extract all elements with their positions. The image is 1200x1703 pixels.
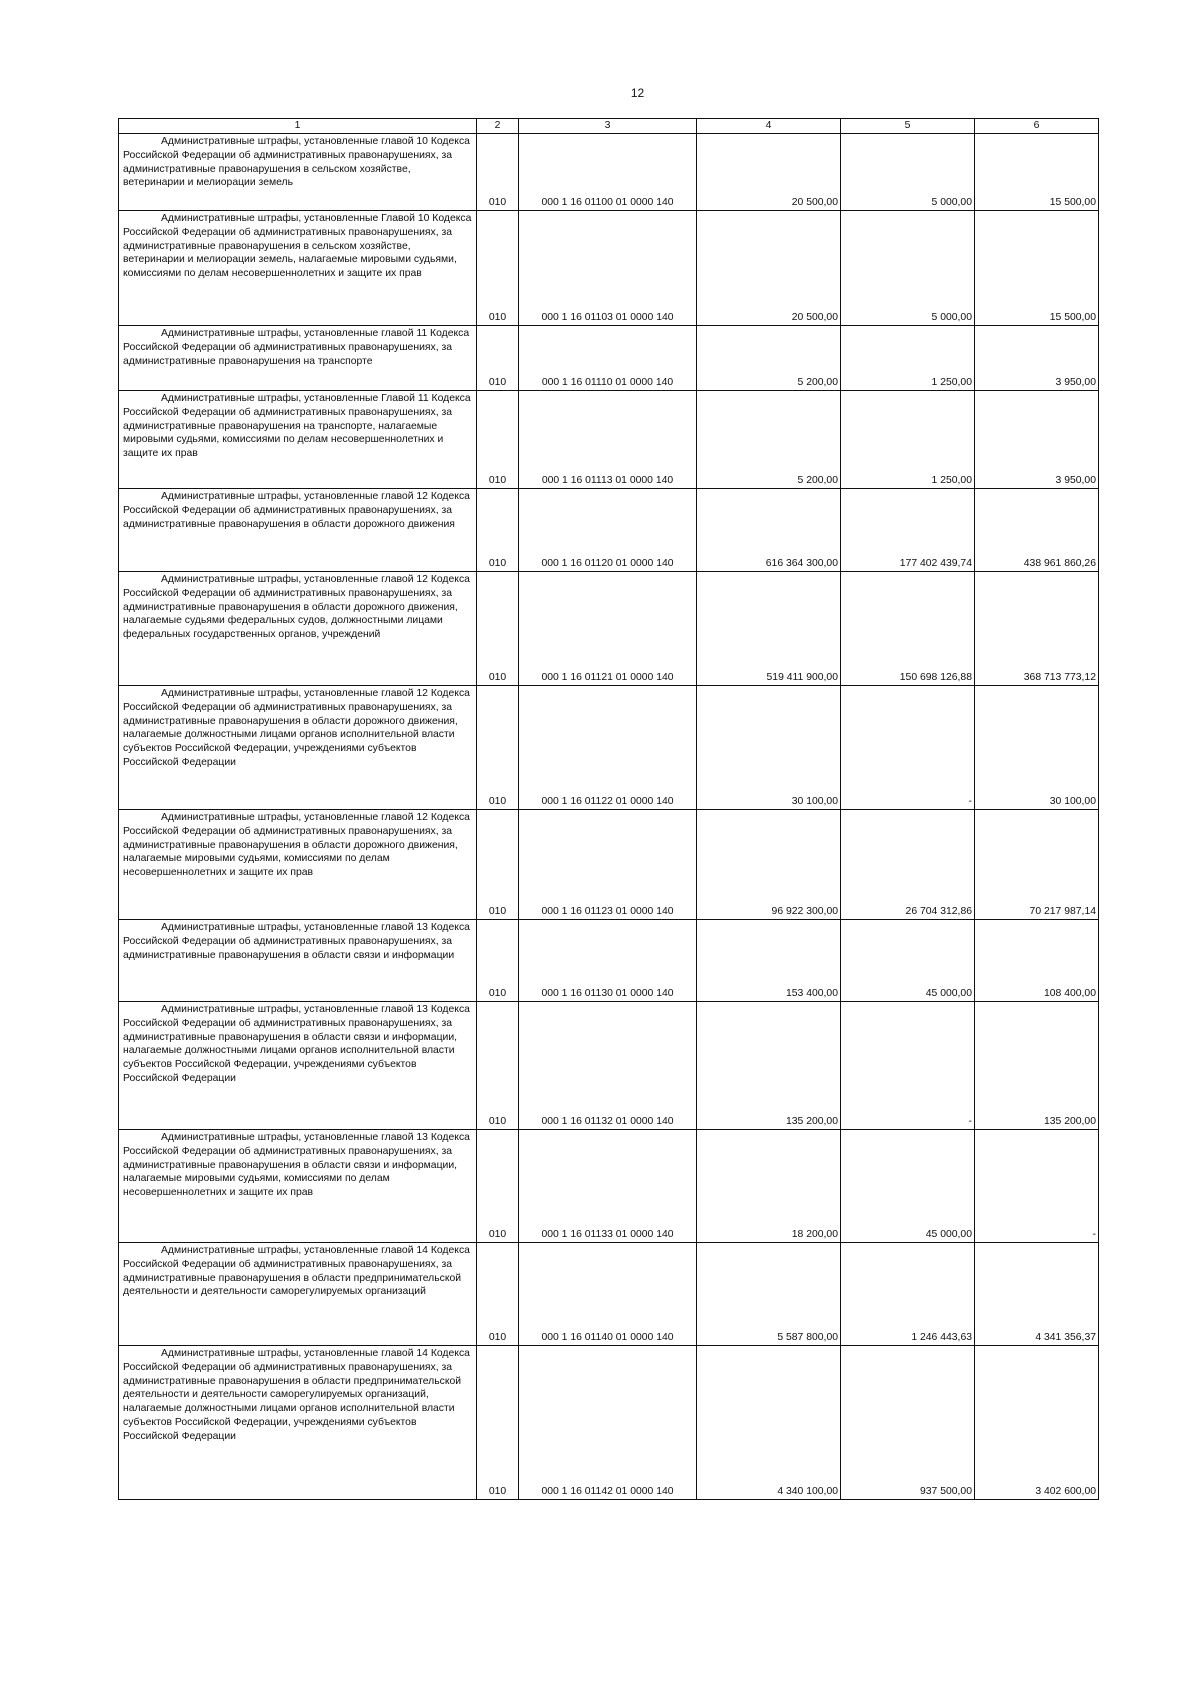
approved-amount-cell: 5 200,00 [697, 326, 841, 391]
executed-amount-cell: 45 000,00 [841, 1130, 975, 1243]
executed-amount-cell: 45 000,00 [841, 920, 975, 1002]
revenue-name-text: Административные штрафы, установленные главой 12 Кодекса Российской Федерации об административных правонарушениях, за административные правонарушения в области дорожного движения [123, 491, 470, 530]
revenue-name-text: Административные штрафы, установленные главой 14 Кодекса Российской Федерации об административных правонарушениях, за административные правонарушения в области предпринимательской деятельности и деятельности саморегулируемых организаций, налагаемые должностными лицами органов исполнительной власти субъектов Российской Федерации, учреждениями субъектов Российской Федерации [123, 1348, 470, 1442]
revenue-name-text: Административные штрафы, установленные главой 14 Кодекса Российской Федерации об административных правонарушениях, за административные правонарушения в области предпринимательской деятельности и деятельности саморегулируемых организаций [123, 1245, 470, 1298]
executed-amount-cell: 1 250,00 [841, 326, 975, 391]
admin-code-cell: 010 [477, 920, 519, 1002]
revenue-name-text: Административные штрафы, установленные главой 12 Кодекса Российской Федерации об административных правонарушениях, за административные правонарушения в области дорожного движения, налагаемые должностными лицами органов исполнительной власти субъектов Российской Федерации, учреждениями субъектов Российской Федерации [123, 688, 470, 768]
approved-amount-cell: 4 340 100,00 [697, 1346, 841, 1500]
column-number-header-row [119, 119, 1099, 134]
table-row [119, 686, 1099, 810]
budget-classification-code-cell: 000 1 16 01103 01 0000 140 [519, 211, 697, 326]
approved-amount-cell: 30 100,00 [697, 686, 841, 810]
column-header-5: 5 [841, 119, 975, 134]
unexecuted-amount-cell: 108 400,00 [975, 920, 1099, 1002]
revenue-name-cell [119, 211, 477, 326]
revenue-name-cell [119, 1243, 477, 1346]
budget-classification-code-cell: 000 1 16 01140 01 0000 140 [519, 1243, 697, 1346]
table-row [119, 1002, 1099, 1130]
budget-classification-code-cell: 000 1 16 01133 01 0000 140 [519, 1130, 697, 1243]
budget-classification-code-cell: 000 1 16 01123 01 0000 140 [519, 810, 697, 920]
revenue-name-cell [119, 326, 477, 391]
approved-amount-cell: 616 364 300,00 [697, 489, 841, 572]
executed-amount-cell: - [841, 1002, 975, 1130]
revenue-name-cell [119, 1002, 477, 1130]
table-row [119, 211, 1099, 326]
approved-amount-cell: 153 400,00 [697, 920, 841, 1002]
revenue-name-text: Административные штрафы, установленные главой 13 Кодекса Российской Федерации об административных правонарушениях, за административные правонарушения в области связи и информации, налагаемые мировыми судьями, комиссиями по делам несовершеннолетних и защите их прав [123, 1132, 470, 1199]
column-header-4: 4 [697, 119, 841, 134]
revenue-name-cell [119, 572, 477, 686]
executed-amount-cell: 177 402 439,74 [841, 489, 975, 572]
revenue-name-text: Административные штрафы, установленные главой 11 Кодекса Российской Федерации об административных правонарушениях, за административные правонарушения на транспорте [123, 328, 470, 367]
admin-code-cell: 010 [477, 1346, 519, 1500]
unexecuted-amount-cell: 135 200,00 [975, 1002, 1099, 1130]
unexecuted-amount-cell: 3 402 600,00 [975, 1346, 1099, 1500]
admin-code-cell: 010 [477, 1002, 519, 1130]
approved-amount-cell: 18 200,00 [697, 1130, 841, 1243]
column-header-3: 3 [519, 119, 697, 134]
unexecuted-amount-cell: 4 341 356,37 [975, 1243, 1099, 1346]
approved-amount-cell: 5 200,00 [697, 391, 841, 489]
page-number: 12 [630, 86, 645, 100]
approved-amount-cell: 20 500,00 [697, 211, 841, 326]
table-row [119, 1130, 1099, 1243]
budget-classification-code-cell: 000 1 16 01121 01 0000 140 [519, 572, 697, 686]
table-row [119, 572, 1099, 686]
table-row [119, 1346, 1099, 1500]
executed-amount-cell: 1 246 443,63 [841, 1243, 975, 1346]
executed-amount-cell: 1 250,00 [841, 391, 975, 489]
table-row [119, 920, 1099, 1002]
revenue-name-text: Административные штрафы, установленные главой 13 Кодекса Российской Федерации об административных правонарушениях, за административные правонарушения в области связи и информации, налагаемые должностными лицами органов исполнительной власти субъектов Российской Федерации, учреждениями субъектов Российской Федерации [123, 1004, 470, 1084]
revenue-table [118, 118, 1099, 1500]
approved-amount-cell: 96 922 300,00 [697, 810, 841, 920]
admin-code-cell: 010 [477, 134, 519, 211]
budget-classification-code-cell: 000 1 16 01132 01 0000 140 [519, 1002, 697, 1130]
table-row [119, 1243, 1099, 1346]
table-row [119, 810, 1099, 920]
revenue-name-cell [119, 1130, 477, 1243]
revenue-name-text: Административные штрафы, установленные главой 13 Кодекса Российской Федерации об административных правонарушениях, за административные правонарушения в области связи и информации [123, 922, 470, 961]
budget-classification-code-cell: 000 1 16 01122 01 0000 140 [519, 686, 697, 810]
budget-classification-code-cell: 000 1 16 01113 01 0000 140 [519, 391, 697, 489]
admin-code-cell: 010 [477, 1130, 519, 1243]
approved-amount-cell: 5 587 800,00 [697, 1243, 841, 1346]
column-header-6: 6 [975, 119, 1099, 134]
revenue-name-cell [119, 1346, 477, 1500]
unexecuted-amount-cell: 3 950,00 [975, 326, 1099, 391]
revenue-name-text: Административные штрафы, установленные Главой 11 Кодекса Российской Федерации об административных правонарушениях, за административные правонарушения на транспорте, налагаемые мировыми судьями, комиссиями по делам несовершеннолетних и защите их прав [123, 393, 471, 460]
table-row [119, 134, 1099, 211]
revenue-name-cell [119, 134, 477, 211]
approved-amount-cell: 20 500,00 [697, 134, 841, 211]
admin-code-cell: 010 [477, 211, 519, 326]
executed-amount-cell: - [841, 686, 975, 810]
approved-amount-cell: 519 411 900,00 [697, 572, 841, 686]
executed-amount-cell: 26 704 312,86 [841, 810, 975, 920]
revenue-name-cell [119, 920, 477, 1002]
unexecuted-amount-cell: 3 950,00 [975, 391, 1099, 489]
executed-amount-cell: 150 698 126,88 [841, 572, 975, 686]
revenue-name-text: Административные штрафы, установленные главой 10 Кодекса Российской Федерации об административных правонарушениях, за административные правонарушения в сельском хозяйстве, ветеринарии и мелиорации земель [123, 136, 470, 189]
admin-code-cell: 010 [477, 810, 519, 920]
admin-code-cell: 010 [477, 572, 519, 686]
budget-classification-code-cell: 000 1 16 01130 01 0000 140 [519, 920, 697, 1002]
admin-code-cell: 010 [477, 391, 519, 489]
admin-code-cell: 010 [477, 326, 519, 391]
approved-amount-cell: 135 200,00 [697, 1002, 841, 1130]
unexecuted-amount-cell: 368 713 773,12 [975, 572, 1099, 686]
unexecuted-amount-cell: - [975, 1130, 1099, 1243]
executed-amount-cell: 937 500,00 [841, 1346, 975, 1500]
unexecuted-amount-cell: 15 500,00 [975, 134, 1099, 211]
admin-code-cell: 010 [477, 686, 519, 810]
unexecuted-amount-cell: 438 961 860,26 [975, 489, 1099, 572]
unexecuted-amount-cell: 30 100,00 [975, 686, 1099, 810]
column-header-2: 2 [477, 119, 519, 134]
revenue-name-text: Административные штрафы, установленные Главой 10 Кодекса Российской Федерации об административных правонарушениях, за административные правонарушения в сельском хозяйстве, ветеринарии и мелиорации земель, налагаемые мировыми судьями, комиссиями по делам несовершеннолетних и защите их прав [123, 213, 472, 280]
revenue-name-text: Административные штрафы, установленные главой 12 Кодекса Российской Федерации об административных правонарушениях, за административные правонарушения в области дорожного движения, налагаемые мировыми судьями, комиссиями по делам несовершеннолетних и защите их прав [123, 812, 470, 879]
executed-amount-cell: 5 000,00 [841, 211, 975, 326]
executed-amount-cell: 5 000,00 [841, 134, 975, 211]
unexecuted-amount-cell: 70 217 987,14 [975, 810, 1099, 920]
revenue-name-cell [119, 810, 477, 920]
revenue-name-text: Административные штрафы, установленные главой 12 Кодекса Российской Федерации об административных правонарушениях, за административные правонарушения в области дорожного движения, налагаемые судьями федеральных судов, должностными лицами федеральных государственных органов, учреждений [123, 574, 470, 641]
budget-classification-code-cell: 000 1 16 01142 01 0000 140 [519, 1346, 697, 1500]
revenue-name-cell [119, 686, 477, 810]
budget-classification-code-cell: 000 1 16 01110 01 0000 140 [519, 326, 697, 391]
admin-code-cell: 010 [477, 1243, 519, 1346]
column-header-1: 1 [119, 119, 477, 134]
budget-classification-code-cell: 000 1 16 01100 01 0000 140 [519, 134, 697, 211]
admin-code-cell: 010 [477, 489, 519, 572]
table-row [119, 489, 1099, 572]
table-row [119, 326, 1099, 391]
revenue-name-cell [119, 391, 477, 489]
unexecuted-amount-cell: 15 500,00 [975, 211, 1099, 326]
budget-classification-code-cell: 000 1 16 01120 01 0000 140 [519, 489, 697, 572]
revenue-name-cell [119, 489, 477, 572]
table-row [119, 391, 1099, 489]
